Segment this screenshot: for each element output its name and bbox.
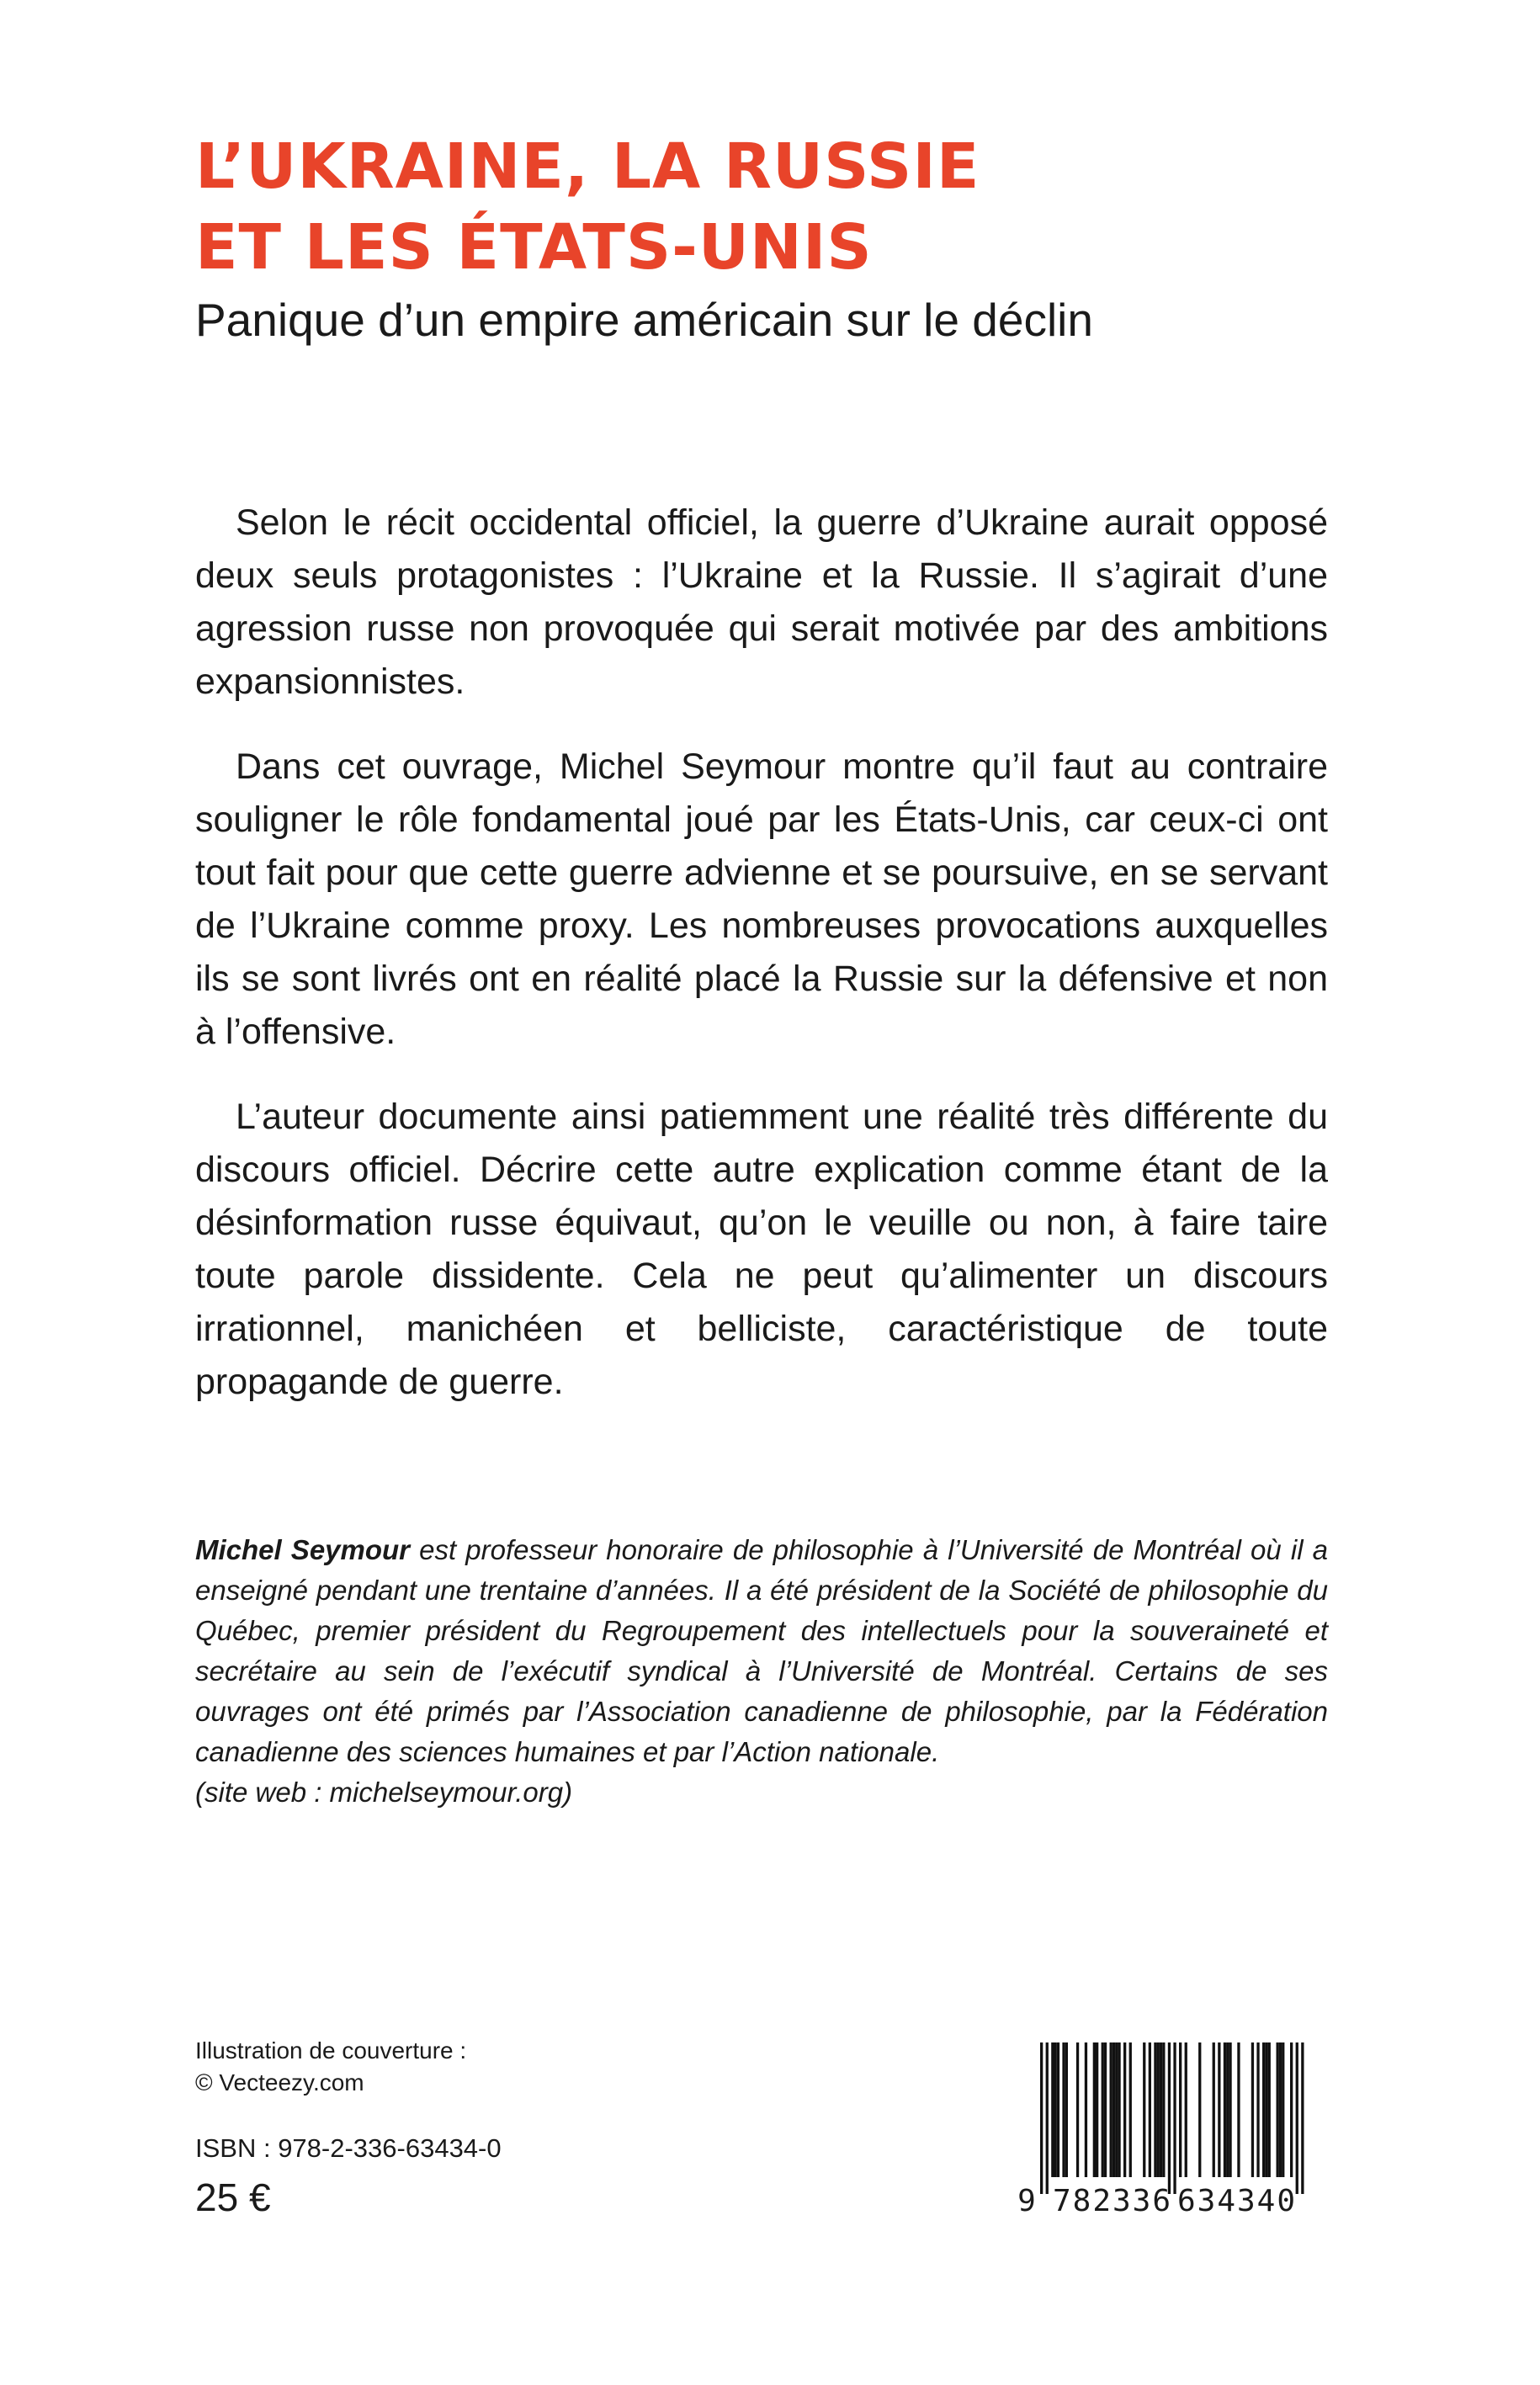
barcode-bar bbox=[1226, 2042, 1229, 2177]
barcode-bar bbox=[1262, 2042, 1265, 2177]
barcode-bar bbox=[1115, 2042, 1118, 2177]
book-title-line-2: ET LES ÉTATS-UNIS bbox=[195, 211, 873, 284]
barcode-bar bbox=[1062, 2042, 1065, 2177]
barcode bbox=[1015, 2039, 1328, 2216]
barcode-bar bbox=[1040, 2042, 1043, 2194]
cover-credit-label: Illustration de couverture : bbox=[195, 2037, 467, 2064]
barcode-bar bbox=[1224, 2042, 1226, 2177]
barcode-bar bbox=[1149, 2042, 1151, 2177]
barcode-bar bbox=[1123, 2042, 1126, 2177]
barcode-bar bbox=[1218, 2042, 1220, 2177]
barcode-bar bbox=[1290, 2042, 1293, 2177]
barcode-left-digits: 782336 bbox=[1052, 2184, 1173, 2216]
barcode-bar bbox=[1102, 2042, 1104, 2177]
barcode-bar bbox=[1237, 2042, 1240, 2177]
barcode-bar bbox=[1160, 2042, 1162, 2177]
barcode-bar bbox=[1104, 2042, 1107, 2177]
barcode-bar bbox=[1096, 2042, 1098, 2177]
summary-paragraph-3: L’auteur documente ainsi patiemment une réalité très différente du discours officiel. Décrire cette autre explication comme étant de la désinformation russe équivaut, qu’on le veuille ou non, à faire taire toute parole dissidente. Cela ne peut qu’alimenter un discours irrationnel, manichéen et belliciste, caractéristique de toute propagande de guerre. bbox=[195, 1097, 1328, 1402]
barcode-bar bbox=[1110, 2042, 1113, 2177]
barcode-bar bbox=[1076, 2042, 1079, 2177]
book-subtitle: Panique d’un empire américain sur le déclin bbox=[195, 294, 1093, 346]
barcode-bar bbox=[1065, 2042, 1068, 2177]
summary-paragraph-1: Selon le récit occidental officiel, la guerre d’Ukraine aurait opposé deux seuls protagonistes : l’Ukraine et la Russie. Il s’agirait d’une agression russe non provoquée qui serait motivée par des ambitions expansionnistes. bbox=[195, 502, 1328, 702]
barcode-bar bbox=[1118, 2042, 1120, 2177]
barcode-bar bbox=[1256, 2042, 1259, 2177]
barcode-bar bbox=[1051, 2042, 1054, 2177]
barcode-bar bbox=[1173, 2042, 1176, 2194]
barcode-bar bbox=[1279, 2042, 1282, 2177]
barcode-bar bbox=[1198, 2042, 1201, 2177]
barcode-bar bbox=[1265, 2042, 1267, 2177]
barcode-bar bbox=[1154, 2042, 1156, 2177]
barcode-bar bbox=[1129, 2042, 1132, 2177]
barcode-bar bbox=[1229, 2042, 1231, 2177]
price-label: 25 € bbox=[195, 2175, 271, 2219]
book-title-line-1: L’UKRAINE, LA RUSSIE bbox=[195, 130, 980, 203]
barcode-bar bbox=[1143, 2042, 1145, 2177]
summary-paragraph-2: Dans cet ouvrage, Michel Seymour montre qu’il faut au contraire souligner le rôle fondamental joué par les États-Unis, car ceux-ci ont tout fait pour que cette guerre advienne et se poursuive, en se servant de l’Ukraine comme proxy. Les nombreuses provocations auxquelles ils se sont livrés ont en réalité placé la Russie sur la défensive et non à l’offensive. bbox=[195, 746, 1328, 1052]
barcode-bar bbox=[1296, 2042, 1298, 2194]
author-website: (site web : michelseymour.org) bbox=[195, 1777, 573, 1808]
author-bio bbox=[195, 1530, 1328, 1813]
author-bio-text: est professeur honoraire de philosophie à l’Université de Montréal où il a enseigné pendant une trentaine d’années. Il a été président de la Société de philosophie du Québec, premier président du Regroupement des intellectuels pour la souveraineté et secrétaire au sein de l’exécutif syndical à l’Université de Montréal. Certains de ses ouvrages ont été primés par l’Association canadienne de philosophie, par la Fédération canadienne des sciences humaines et par l’Action nationale. bbox=[195, 1534, 1328, 1767]
barcode-bar bbox=[1251, 2042, 1254, 2177]
barcode-bar bbox=[1157, 2042, 1160, 2177]
author-name: Michel Seymour bbox=[195, 1534, 411, 1565]
barcode-bar bbox=[1057, 2042, 1059, 2177]
book-title bbox=[195, 126, 1373, 288]
barcode-bar bbox=[1085, 2042, 1087, 2177]
summary-text bbox=[195, 497, 1328, 1441]
barcode-right-digits: 634340 bbox=[1176, 2184, 1298, 2216]
isbn-number: ISBN : 978-2-336-63434-0 bbox=[195, 2133, 502, 2163]
barcode-bar bbox=[1179, 2042, 1182, 2177]
barcode-bar bbox=[1093, 2042, 1096, 2177]
cover-credits bbox=[195, 2035, 466, 2099]
barcode-bar bbox=[1168, 2042, 1171, 2194]
barcode-first-digit: 9 bbox=[1017, 2184, 1036, 2216]
barcode-bar bbox=[1113, 2042, 1115, 2177]
barcode-bar bbox=[1301, 2042, 1304, 2194]
cover-credit-source: © Vecteezy.com bbox=[195, 2069, 364, 2096]
barcode-bar bbox=[1054, 2042, 1057, 2177]
barcode-bar bbox=[1277, 2042, 1279, 2177]
barcode-bar bbox=[1046, 2042, 1049, 2194]
barcode-icon bbox=[1015, 2039, 1328, 2216]
barcode-bar bbox=[1185, 2042, 1187, 2177]
barcode-bar bbox=[1282, 2042, 1284, 2177]
barcode-bar bbox=[1268, 2042, 1271, 2177]
barcode-bar bbox=[1213, 2042, 1215, 2177]
barcode-bar bbox=[1162, 2042, 1165, 2177]
